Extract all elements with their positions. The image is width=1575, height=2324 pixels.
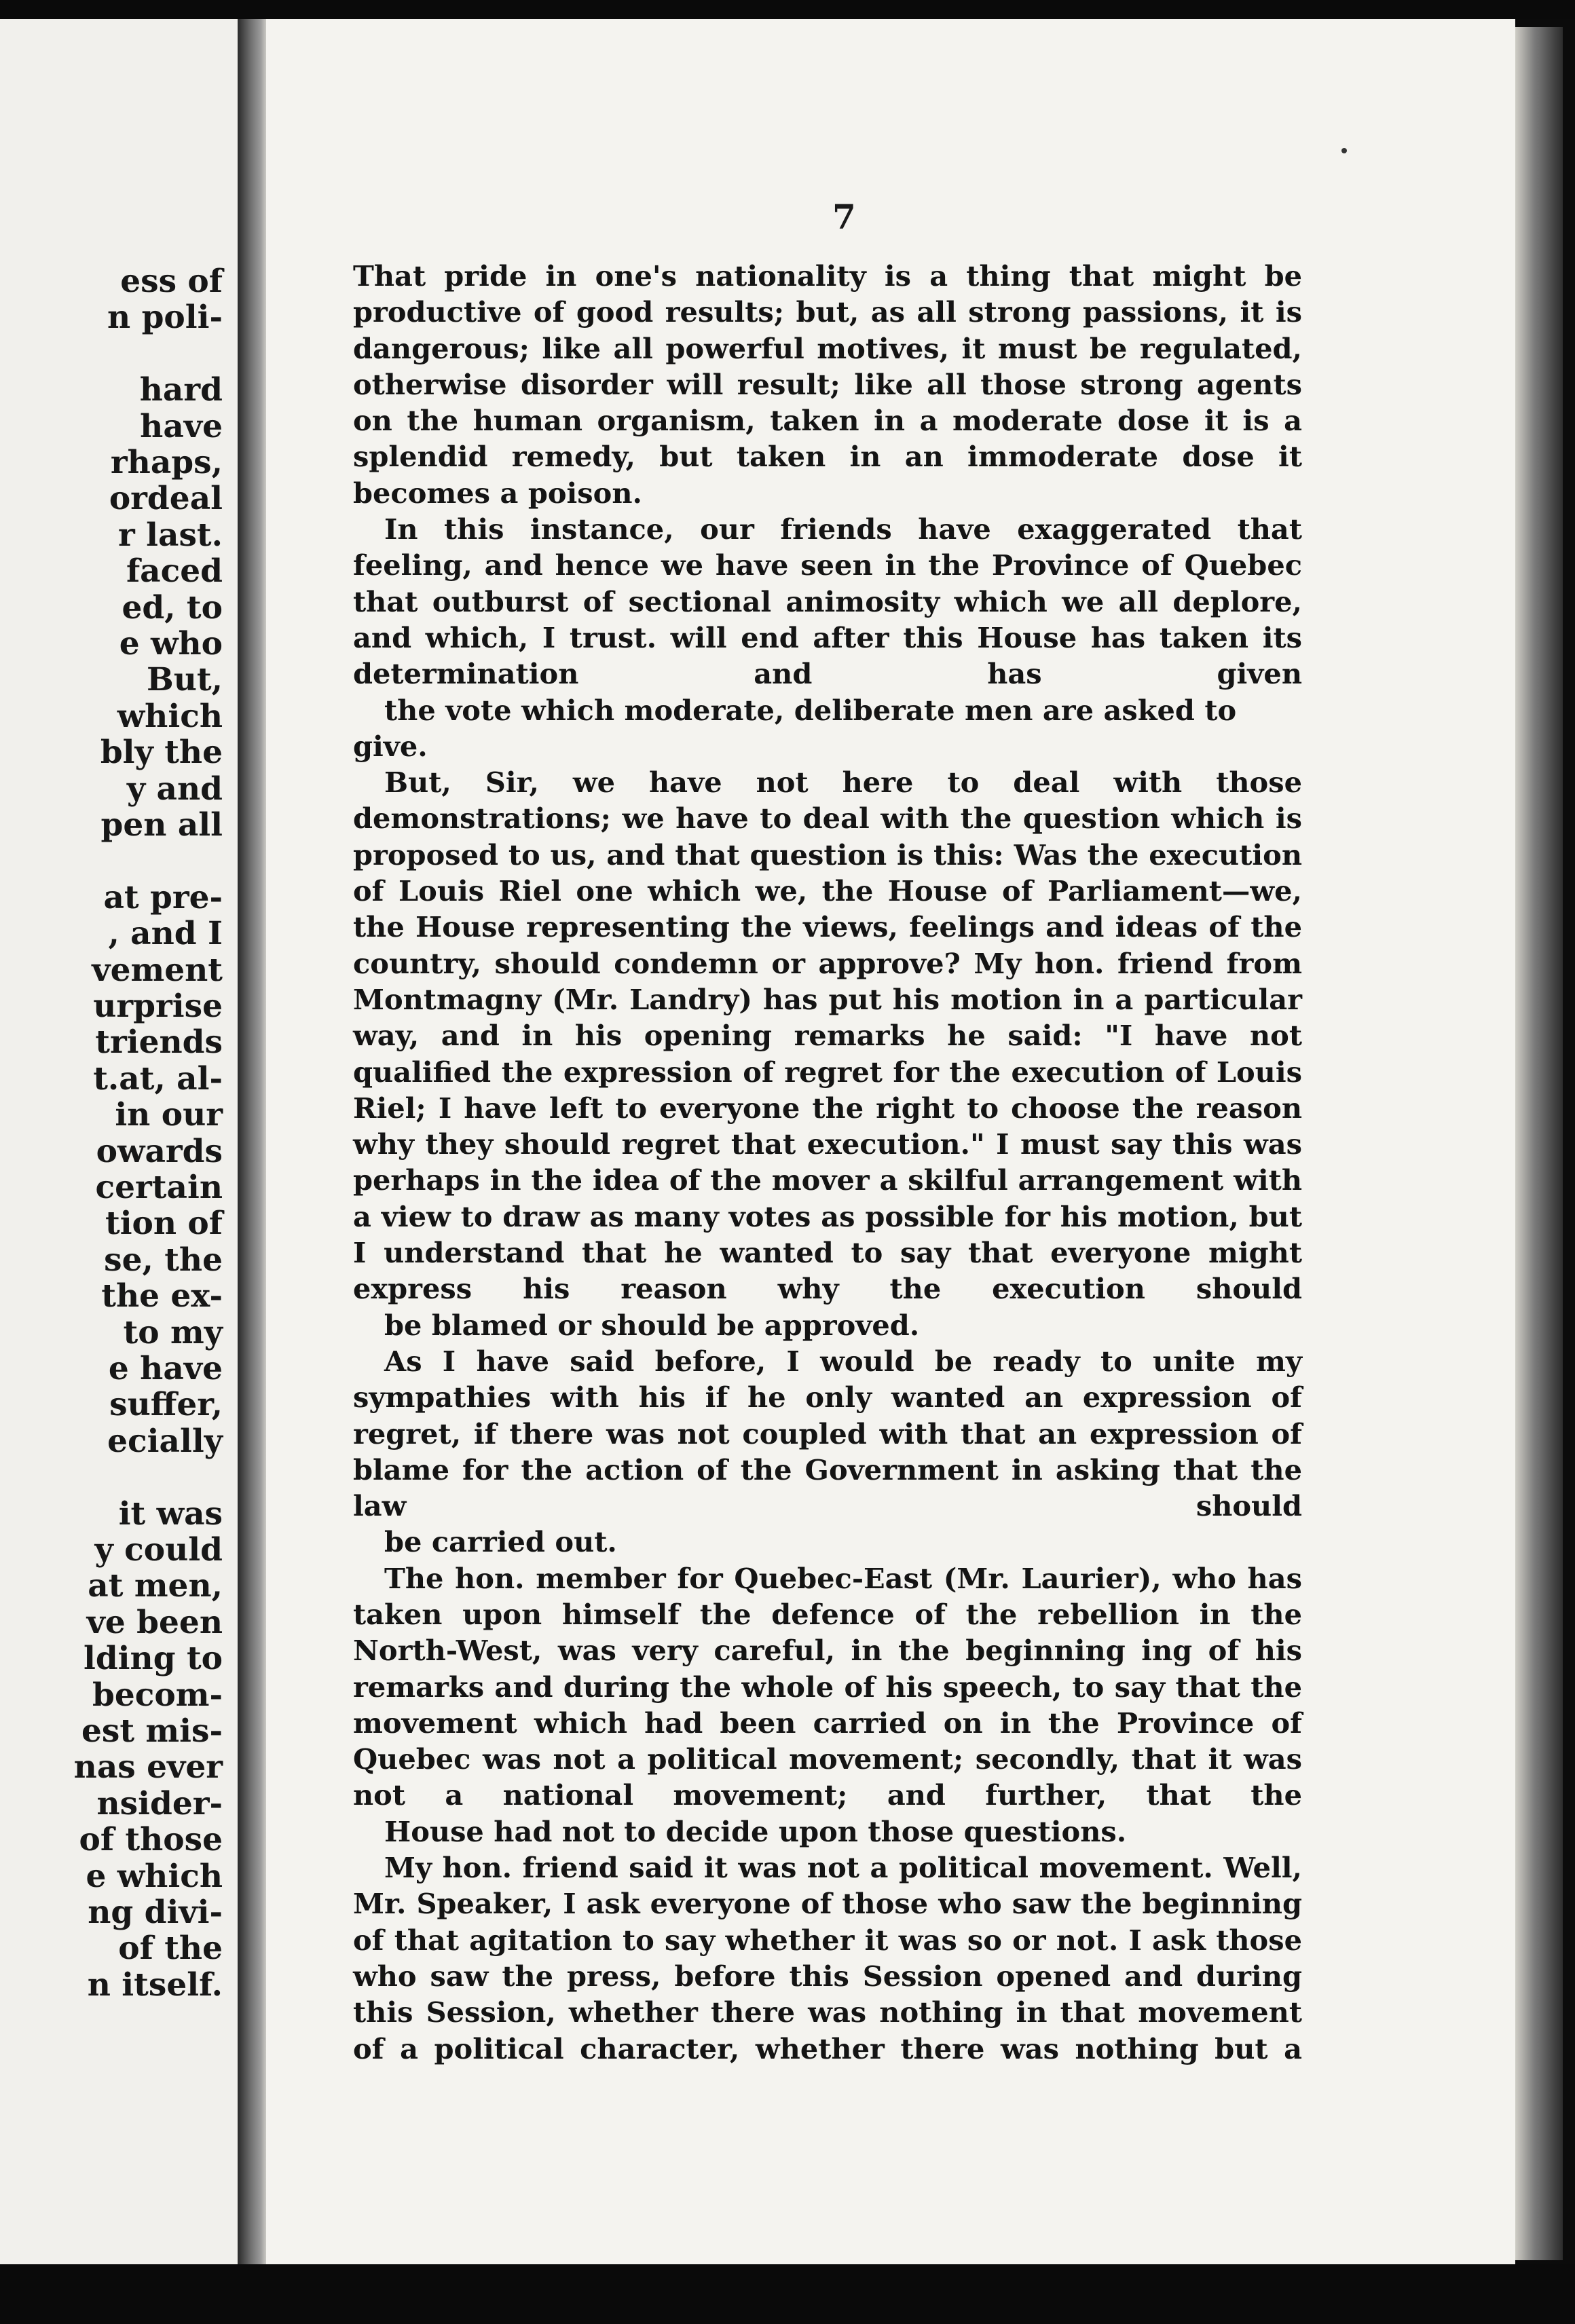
page-number: 7 (832, 197, 856, 237)
facing-page-fragment: nas ever (73, 1748, 223, 1786)
facing-page-fragment: the ex- (101, 1277, 223, 1315)
facing-page-fragment: certain (95, 1169, 223, 1206)
scan-top-border (0, 0, 1575, 19)
facing-page-fragment: ng divi- (88, 1894, 223, 1931)
facing-page-fragment: it was (118, 1495, 223, 1533)
paragraph-6 (353, 1850, 1302, 2067)
facing-page-fragment: ed, to (122, 588, 223, 626)
paragraph-6-text: My hon. friend said it was not a political movement. Well, Mr. Speaker, I ask everyone of those who saw the beginning of that agitation to say whether it was so or not. I ask those who saw the press, before this Session opened and during this Session, whether there was nothing in that movement of a political character, whether there was nothing but a (353, 1851, 1302, 2065)
facing-page-fragment: e which (86, 1857, 223, 1895)
facing-page-fragment: urprise (93, 988, 223, 1025)
paragraph-3-last-line: be blamed or should be approved. (384, 1308, 920, 1342)
facing-page-fragment: pen all (100, 806, 223, 844)
facing-page-fragment: which (117, 697, 223, 735)
facing-page-fragment: ecially (107, 1422, 223, 1460)
facing-page-fragment: of those (79, 1821, 223, 1859)
facing-page-fragment: r last. (118, 516, 223, 554)
facing-page-fragment: But, (147, 661, 223, 699)
facing-page-fragment: n itself. (87, 1966, 223, 2004)
paragraph-4-text: As I have said before, I would be ready to unite my sympathies with his if he only wanted an expression of regret, if there was not coupled with that an expression of blame for the action of the Government in asking that the law should (353, 1344, 1302, 1523)
facing-page-fragment: ve been (86, 1603, 223, 1641)
paragraph-2 (353, 511, 1302, 764)
facing-page-fragment: becom- (92, 1676, 223, 1714)
facing-page-fragment: est mis- (81, 1712, 223, 1750)
facing-page-fragment: tion of (105, 1205, 223, 1243)
facing-page-fragment: nsider- (96, 1784, 223, 1822)
facing-page-fragment: rhaps, (110, 444, 223, 481)
paragraph-1 (353, 258, 1302, 511)
facing-page-fragment: hard (139, 371, 223, 409)
facing-page-fragment: vement (92, 951, 223, 989)
paragraph-1-last-line: becomes a poison. (353, 476, 642, 510)
facing-page-fragment: y and (126, 770, 223, 808)
facing-page-left (0, 19, 238, 2264)
facing-page-fragment: at men, (88, 1567, 223, 1605)
facing-page-fragment: ess of (120, 263, 223, 300)
body-text (353, 258, 1302, 2067)
facing-page-fragment: have (140, 407, 223, 445)
facing-page-fragment: e have (108, 1350, 223, 1387)
facing-page-fragment: faced (126, 552, 223, 591)
ink-speck (1341, 148, 1347, 153)
paragraph-2-text: In this instance, our friends have exaggerated that feeling, and hence we have seen in the Province of Quebec that outburst of sectional animosity which we all deplore, and which, I trust. will end after this House has taken its determination and has given (353, 512, 1302, 691)
page-edge-right (1515, 27, 1563, 2260)
facing-page-fragment: n poli- (107, 299, 223, 337)
paragraph-3 (353, 764, 1302, 1343)
facing-page-fragment: se, the (104, 1241, 223, 1279)
paragraph-1-text: That pride in one's nationality is a thing that might be productive of good results; but, as all strong passions, it is dangerous; like all powerful motives, it must be regulated, otherwise disorder will result; like all those strong agents on the human organism, taken in a moderate dose it is a splendid remedy, but taken in an immoderate dose it (353, 259, 1302, 474)
facing-page-fragment: triends (95, 1024, 223, 1062)
facing-page-fragment: of the (118, 1930, 223, 1968)
scan-bottom-border (0, 2264, 1575, 2324)
facing-page-fragment: suffer, (109, 1386, 223, 1424)
facing-page-fragment: at pre- (103, 878, 223, 916)
facing-page-fragment: e who (119, 625, 223, 662)
paragraph-2-last-line: the vote which moderate, deliberate men are asked to give. (353, 693, 1237, 763)
facing-page-fragment: in our (115, 1096, 223, 1134)
paragraph-4-last-line: be carried out. (384, 1525, 617, 1559)
facing-page-fragment: lding to (83, 1640, 223, 1678)
facing-page-fragment: owards (96, 1132, 223, 1170)
paragraph-4 (353, 1343, 1302, 1560)
facing-page-fragment: to my (123, 1313, 223, 1351)
paragraph-5-text: The hon. member for Quebec-East (Mr. Laurier), who has taken upon himself the defence of the rebellion in the North-West, was very careful, in the beginning ing of his remarks and during the whole of his speech, to say that the movement which had been carried on in the Province of Quebec was not a political movement; secondly, that it was not a national movement; and further, that the (353, 1561, 1302, 1812)
facing-page-fragment: t.at, al- (93, 1060, 223, 1098)
paragraph-5 (353, 1560, 1302, 1850)
paragraph-5-last-line: House had not to decide upon those questions. (384, 1814, 1127, 1848)
paragraph-3-text: But, Sir, we have not here to deal with those demonstrations; we have to deal with the question which is proposed to us, and that question is this: Was the execution of Louis Riel one which we, the House of Parliament—we, the House representing the views, feelings and ideas of the country, should condemn or approve? My hon. friend from Montmagny (Mr. Landry) has put his motion in a particular way, and in his opening remarks he said: "I have not qualified the expression of regret for the execution of Louis Riel; I have left to everyone the right to choose the reason why they should regret that execution." I must say this was perhaps in the idea of the mover a skilful arrangement with a view to draw as many votes as possible for his motion, but I understand that he wanted to say that everyone might express his reason why the execution should (353, 766, 1302, 1306)
book-gutter-shadow (238, 19, 266, 2264)
facing-page-fragment: , and I (108, 915, 223, 953)
facing-page-fragment: ordeal (109, 480, 223, 518)
facing-page-fragment: y could (94, 1531, 223, 1569)
facing-page-fragment: bly the (100, 734, 223, 772)
